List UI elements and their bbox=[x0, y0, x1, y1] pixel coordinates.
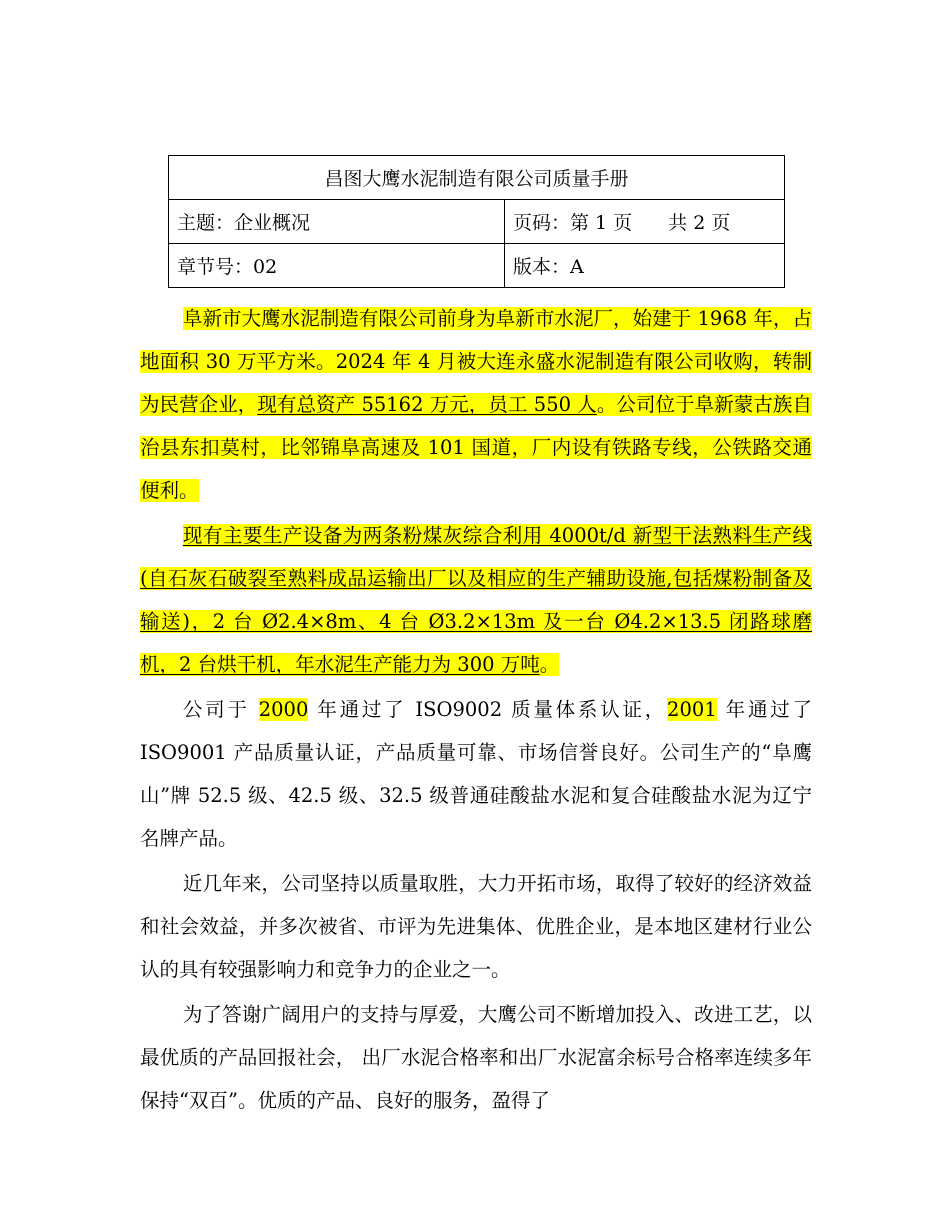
body-text: 公司于 bbox=[182, 698, 259, 721]
subject-cell: 主题：企业概况 bbox=[169, 200, 505, 244]
page-number-label: 页码：第 1 页 bbox=[513, 212, 633, 234]
paragraph-recent-years: 近几年来，公司坚持以质量取胜，大力开拓市场，取得了较好的经济效益和社会效益，并多次被省、市评为先进集体、优胜企业，是本地区建材行业公认的具有较强影响力和竞争力的企业之一。 bbox=[140, 872, 812, 981]
highlighted-text: 。 bbox=[539, 653, 560, 676]
highlighted-year: 2001 bbox=[667, 698, 717, 721]
paragraph-certifications bbox=[140, 688, 812, 860]
page-total-label: 共 2 页 bbox=[668, 212, 731, 234]
highlighted-year: 2000 bbox=[258, 698, 309, 721]
chapter-cell: 章节号：02 bbox=[169, 244, 505, 288]
body-text: 年通过了 ISO9002 质量体系认证， bbox=[308, 698, 668, 721]
manual-header-table bbox=[168, 155, 785, 288]
version-cell: 版本：A bbox=[505, 244, 785, 288]
paragraph-company-history bbox=[140, 297, 812, 512]
paragraph-customer-thanks: 为了答谢广阔用户的支持与厚爱，大鹰公司不断增加投入、改进工艺，以最优质的产品回报社会， 出厂水泥合格率和出厂水泥富余标号合格率连续多年保持“双百”。优质的产品、良好的服务，盈得了 bbox=[140, 1003, 812, 1112]
manual-title: 昌图大鹰水泥制造有限公司质量手册 bbox=[169, 156, 785, 200]
document-body bbox=[140, 297, 812, 1122]
highlighted-underlined-text: 现有总资产 55162 万元，员工 550 人 bbox=[257, 393, 597, 416]
page-number-cell bbox=[505, 200, 785, 244]
highlighted-text: 。公司位于阜新蒙古族自治县东扣莫村，比邻锦阜高速及 101 国道，厂内设有铁路专线，公铁路交通便利。 bbox=[140, 393, 812, 502]
highlighted-text: 阜新市大鹰水泥制造有限公司前身为阜新市水泥厂，始建于 1968 年，占地面积 30 万平方米。2024 年 4 月被大连永盛水泥制造有限公司收购，转制为民营企业， bbox=[140, 307, 812, 416]
paragraph-production-equipment bbox=[140, 514, 812, 686]
highlighted-underlined-text: 现有主要生产设备为两条粉煤灰综合利用 4000t/d 新型干法熟料生产线(自石灰石破裂至熟料成品运输出厂以及相应的生产辅助设施,包括煤粉制备及输送)，2 台 Ø2.4×8m、4 台 Ø3.2×13m 及一台 Ø4.2×13.5 闭路球磨机，2 台烘干机，年水泥生产能力为 300 万吨 bbox=[140, 524, 812, 676]
body-text: 年通过了 ISO9001 产品质量认证，产品质量可靠、市场信誉良好。公司生产的“阜鹰山”牌 52.5 级、42.5 级、32.5 级普通硅酸盐水泥和复合硅酸盐水泥为辽宁名牌产品。 bbox=[140, 698, 813, 850]
